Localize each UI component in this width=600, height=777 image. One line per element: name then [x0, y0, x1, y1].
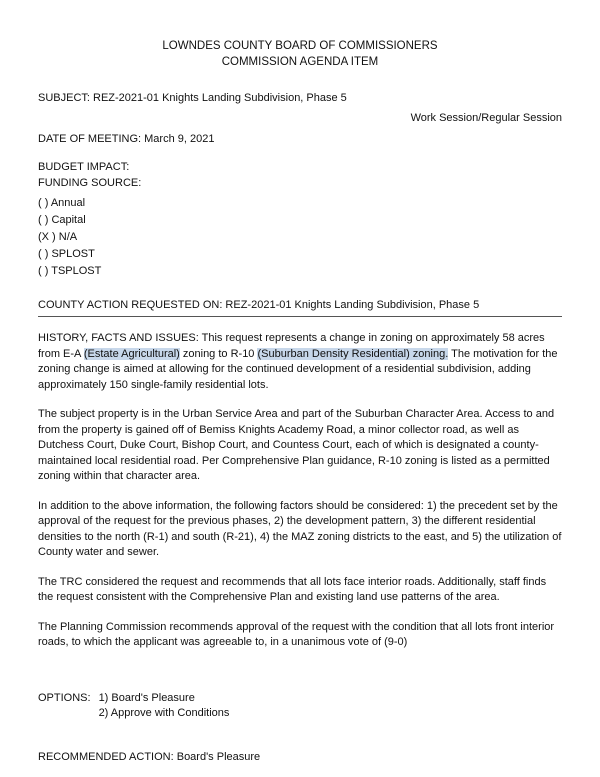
- paragraph-factors: In addition to the above information, the following factors should be considered: 1) the precedent set by the approval of the request for the previous phases, 2) the development pattern, 3) the different residential densities to the north (R-1) and south (R-21), 4) the MAZ zoning districts to the east, and 5) the utilization of County water and sewer.: [38, 499, 562, 558]
- date-of-meeting-line: DATE OF MEETING: March 9, 2021: [38, 133, 215, 145]
- funding-option-tsplost: ( ) TSPLOST: [38, 264, 102, 277]
- funding-options-list: [38, 195, 562, 280]
- paragraph-subject-property: The subject property is in the Urban Service Area and part of the Suburban Character Area. Access to and from the property is gained off of Bemiss Knights Academy Road, a minor collector road, as well as Dutchess Court, Duke Court, Bishop Court, and Countess Court, each of which is designated a county-maintained local residential road. Per Comprehensive Plan guidance, R-10 zoning is listed as a permitted zoning within that character area.: [38, 408, 555, 482]
- options-label: OPTIONS:: [38, 691, 91, 704]
- paragraph-history: [38, 331, 562, 393]
- funding-option-annual: ( ) Annual: [38, 196, 86, 209]
- header-title-line1: LOWNDES COUNTY BOARD OF COMMISSIONERS: [162, 40, 438, 52]
- document-header: [38, 38, 562, 70]
- paragraph-planning-commission: The Planning Commission recommends approval of the request with the condition that all lots front interior roads, to which the applicant was agreeable to, in a unanimous vote of (9-0): [38, 620, 555, 648]
- funding-option-na: (X ) N/A: [38, 230, 78, 243]
- subject-line: SUBJECT: REZ-2021-01 Knights Landing Subdivision, Phase 5: [38, 92, 347, 104]
- history-highlight-estate-agricultural: (Estate Agricultural): [83, 347, 180, 360]
- county-action-line: COUNTY ACTION REQUESTED ON: REZ-2021-01 Knights Landing Subdivision, Phase 5: [38, 298, 562, 318]
- options-items: [99, 691, 230, 722]
- option-boards-pleasure: 1) Board's Pleasure: [98, 691, 195, 704]
- history-highlight-suburban-density: (Suburban Density Residential) zoning.: [257, 347, 449, 360]
- session-type-line: Work Session/Regular Session: [410, 111, 562, 124]
- history-text: zoning to R-10: [179, 347, 258, 360]
- history-text: HISTORY, FACTS AND ISSUES: This request represents a change in zoning on approximately 58 acres from E-A: [38, 332, 545, 360]
- options-block: [38, 691, 562, 722]
- recommended-action-line: RECOMMENDED ACTION: Board's Pleasure: [38, 750, 261, 763]
- funding-source-line: FUNDING SOURCE:: [38, 177, 142, 189]
- option-approve-with-conditions: 2) Approve with Conditions: [98, 707, 230, 719]
- funding-option-splost: ( ) SPLOST: [38, 247, 95, 260]
- paragraph-trc: The TRC considered the request and recommends that all lots face interior roads. Additionally, staff finds the request consistent with the Comprehensive Plan and existing land use patterns of the area.: [38, 575, 547, 603]
- header-title-line2: COMMISSION AGENDA ITEM: [221, 56, 379, 68]
- funding-option-capital: ( ) Capital: [38, 213, 86, 226]
- history-text: The motivation for the zoning change is aimed at allowing for the continued development of a residential subdivision, adding approximately 150 single-family residential lots.: [38, 347, 558, 391]
- budget-impact-line: BUDGET IMPACT:: [38, 160, 130, 173]
